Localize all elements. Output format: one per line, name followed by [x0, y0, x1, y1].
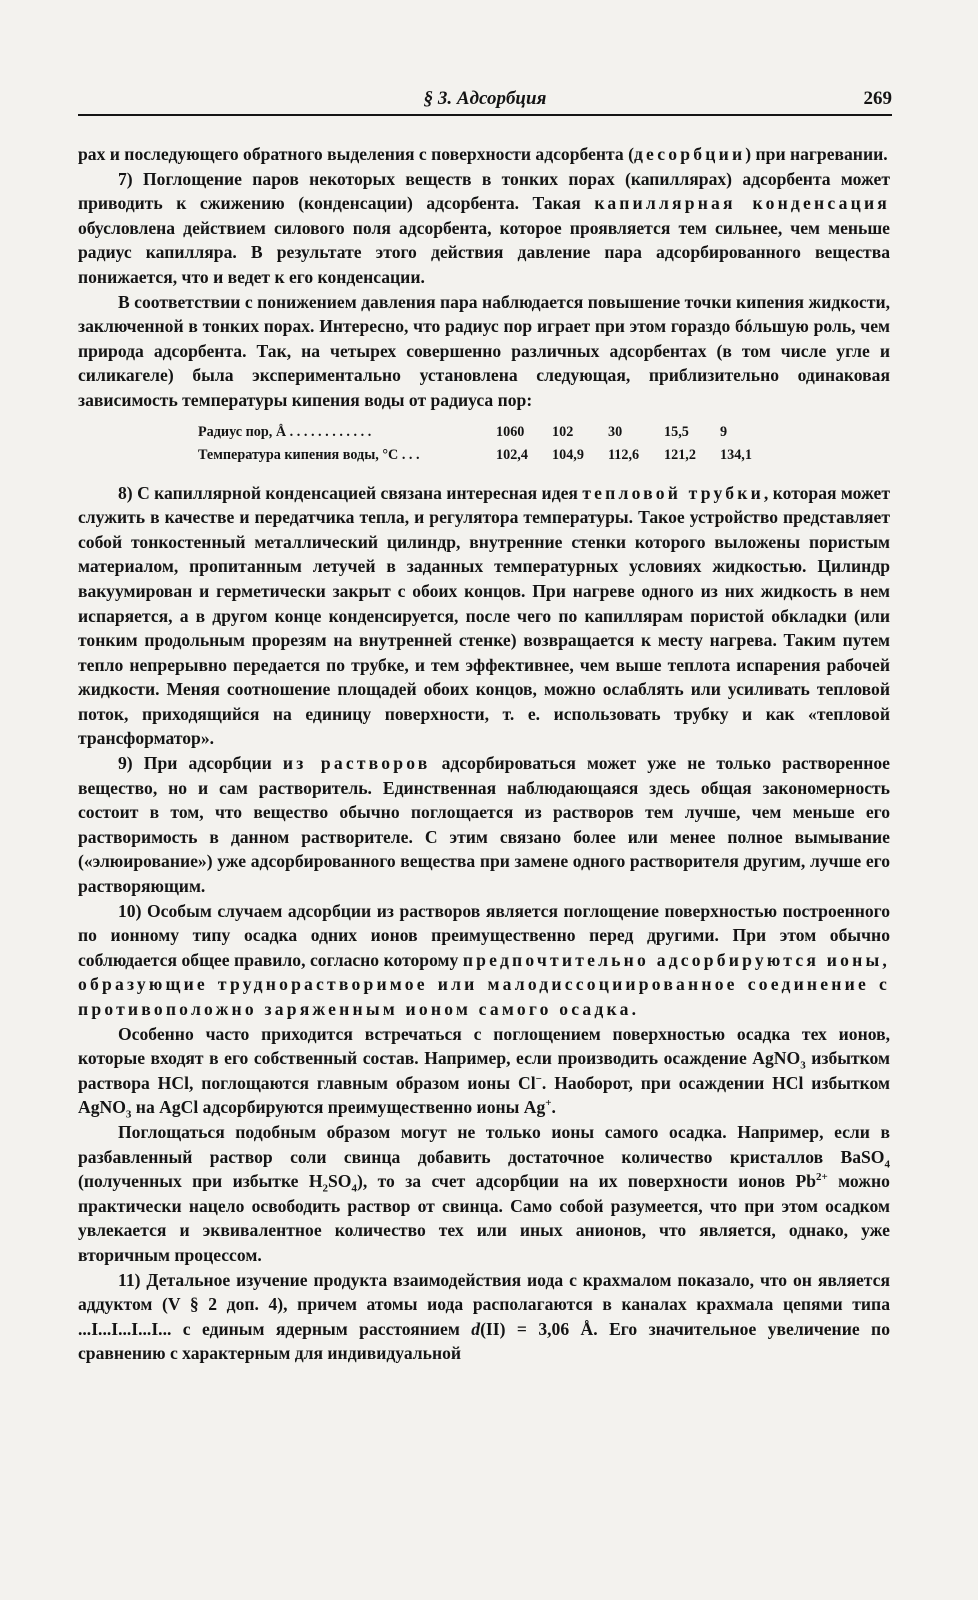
spaced-term: из растворов: [282, 753, 431, 774]
table-cell: 30: [608, 423, 623, 440]
spaced-term: десорбции: [633, 144, 746, 164]
row-label: Температура кипения воды, °С . . .: [198, 446, 420, 463]
paragraph-11: 11) Детальное изучение продукта взаимодействия иода с крахмалом показало, что он является аддуктом (V § 2 доп. 4), причем атомы иода располагаются в каналах крахмала цепями типа ...I...I...I...I... с единым ядерным расстоянием d(II) = 3,06 Å. Его значительное увеличение по сравнению с характерным для индивидуальной: [78, 1269, 890, 1364]
table-cell: 1060: [496, 423, 525, 440]
table-cell: 104,9: [552, 446, 584, 463]
table-cell: 102,4: [496, 446, 528, 463]
spaced-rule: предпочтительно адсорбируются ионы, образующие труднорастворимое или малодиссоциированное соединение с противоположно заряженным ионом самого осадка: [78, 949, 890, 1019]
table-row: [198, 444, 776, 467]
paragraph: Особенно часто приходится встречаться с поглощением поверхностью осадка тех ионов, которые входят в его собственный состав. Например, если производить осаждение AgNO$_3$ избытком раствора HCl, поглощаются главным образом ионы Cl−. Наоборот, при осаждении HCl избытком AgNO$_3$ на AgCl адсорбируются преимущественно ионы Ag+.: [78, 1023, 890, 1121]
table-cell: 9: [720, 423, 728, 440]
paragraph-7: 7) Поглощение паров некоторых веществ в тонких порах (капиллярах) адсорбента может приводить к сжижению (конденсации) адсорбента. Такая капиллярная конденсация обусловлена действием силового поля адсорбента, которое проявляется тем сильнее, чем меньше радиус капилляра. В результате этого действия давление пара адсорбированного вещества понижается, что и ведет к его конденсации.: [78, 168, 890, 287]
paragraph: Поглощаться подобным образом могут не только ионы самого осадка. Например, если в разбавленный раствор соли свинца добавить достаточное количество кристаллов BaSO$_4$ (полученных при избытке $H_2SO_4$), то за счет адсорбции на их поверхности ионов $Pb^{2+}$ можно практически нацело освободить раствор от свинца. Само собой разумеется, что при этом осадком увлекается и эквивалентное количество тех или иных анионов, что является, однако, уже вторичным процессом.: [78, 1121, 890, 1265]
table-cell: 112,6: [608, 446, 640, 463]
table-row: [198, 421, 776, 444]
table-cell: 15,5: [664, 423, 689, 440]
spaced-term: тепловой трубки: [582, 482, 764, 503]
table-cell: 121,2: [664, 446, 696, 463]
paragraph-10: 10) Особым случаем адсорбции из растворов является поглощение поверхностью построенного по ионному типу осадка одних ионов преимущественно перед другими. При этом обычно соблюдается общее правило, согласно которому предпочтительно адсорбируются ионы, образующие труднорастворимое или малодиссоциированное соединение с противоположно заряженным ионом самого осадка.: [78, 900, 890, 1019]
page-body: [78, 142, 890, 1366]
paragraph-9: 9) При адсорбции из растворов адсорбироваться может уже не только растворенное вещество, но и сам растворитель. Единственная наблюдающаяся здесь общая закономерность состоит в том, что вещество обычно поглощается из растворов тем лучше, чем меньше его растворимость в данном растворителе. С этим связано более или менее полное вымывание («элюирование») уже адсорбированного вещества при замене одного растворителя другим, лучше его растворяющим.: [78, 753, 890, 897]
boiling-point-table: [198, 421, 776, 467]
row-label: Радиус пор, Å . . . . . . . . . . . .: [198, 423, 372, 440]
table-cell: 134,1: [720, 446, 752, 463]
paragraph: В соответствии с понижением давления пара наблюдается повышение точки кипения жидкости, заключенной в тонких порах. Интересно, что радиус пор играет при этом гораздо бóльшую роль, чем природа адсорбента. Так, на четырех совершенно различных адсорбентах (в том числе угле и силикагеле) была экспериментально установлена следующая, приблизительно одинаковая зависимость температуры кипения воды от радиуса пор:: [78, 291, 890, 410]
paragraph-8: 8) С капиллярной конденсацией связана интересная идея тепловой трубки, которая может служить в качестве и передатчика тепла, и регулятора температуры. Такое устройство представляет собой тонкостенный металлический цилиндр, внутренние стенки которого выложены пористым материалом, пропитанным летучей в заданных температурных условиях жидкостью. Цилиндр вакуумирован и герметически закрыт с обоих концов. При нагреве одного из них жидкость в нем испаряется, а в другом конце конденсируется, после чего по капиллярам пористой обкладки (или тонким продольным прорезям на внутренней стенке) возвращается к месту нагрева. Таким путем тепло непрерывно передается по трубке, и тем эффективнее, чем выше теплота испарения рабочей жидкости. Меняя соотношение площадей обоих концов, можно ослаблять или усиливать тепловой поток, приходящийся на единицу поверхности, т. е. использовать трубку и как «тепловой трансформатор».: [78, 482, 891, 749]
page-number: 269: [863, 88, 892, 109]
running-header: [78, 84, 892, 116]
paragraph: рах и последующего обратного выделения с поверхности адсорбента (десорбции) при нагревании.: [78, 144, 888, 164]
section-title: § 3. Адсорбция: [423, 88, 547, 109]
table-cell: 102: [552, 423, 574, 440]
spaced-term: капиллярная конденсация: [594, 193, 890, 214]
